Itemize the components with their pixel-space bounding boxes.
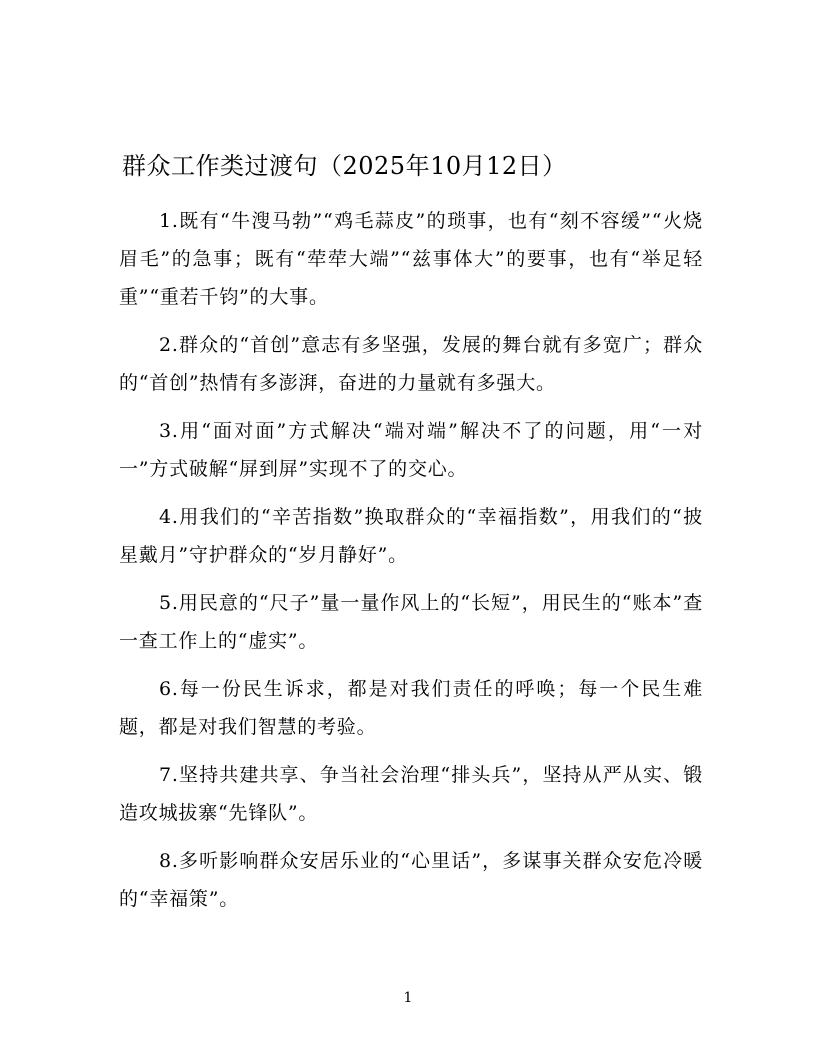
document-body [119,202,703,928]
paragraph-1: 1.既有“牛溲马勃”“鸡毛蒜皮”的琐事，也有“刻不容缓”“火烧眉毛”的急事；既有“荦荦大端”“兹事体大”的要事，也有“举足轻重”“重若千钧”的大事。 [119,210,703,308]
paragraph-5: 5.用民意的“尺子”量一量作风上的“长短”，用民生的“账本”查一查工作上的“虚实”。 [119,592,703,652]
document-title: 群众工作类过渡句（2025年10月12日） [122,152,567,180]
paragraph-4: 4.用我们的“辛苦指数”换取群众的“幸福指数”，用我们的“披星戴月”守护群众的“岁月静好”。 [119,506,703,566]
paragraph-7: 7.坚持共建共享、争当社会治理“排头兵”，坚持从严从实、锻造攻城拔寨“先锋队”。 [119,764,703,824]
paragraph-3: 3.用“面对面”方式解决“端对端”解决不了的问题，用“一对一”方式破解“屏到屏”实现不了的交心。 [119,420,703,480]
paragraph-2: 2.群众的“首创”意志有多坚强，发展的舞台就有多宽广；群众的“首创”热情有多澎湃，奋进的力量就有多强大。 [119,334,703,394]
paragraph-8: 8.多听影响群众安居乐业的“心里话”，多谋事关群众安危冷暖的“幸福策”。 [119,850,703,910]
page-number: 1 [403,990,413,1006]
paragraph-6: 6.每一份民生诉求，都是对我们责任的呼唤；每一个民生难题，都是对我们智慧的考验。 [119,678,703,738]
